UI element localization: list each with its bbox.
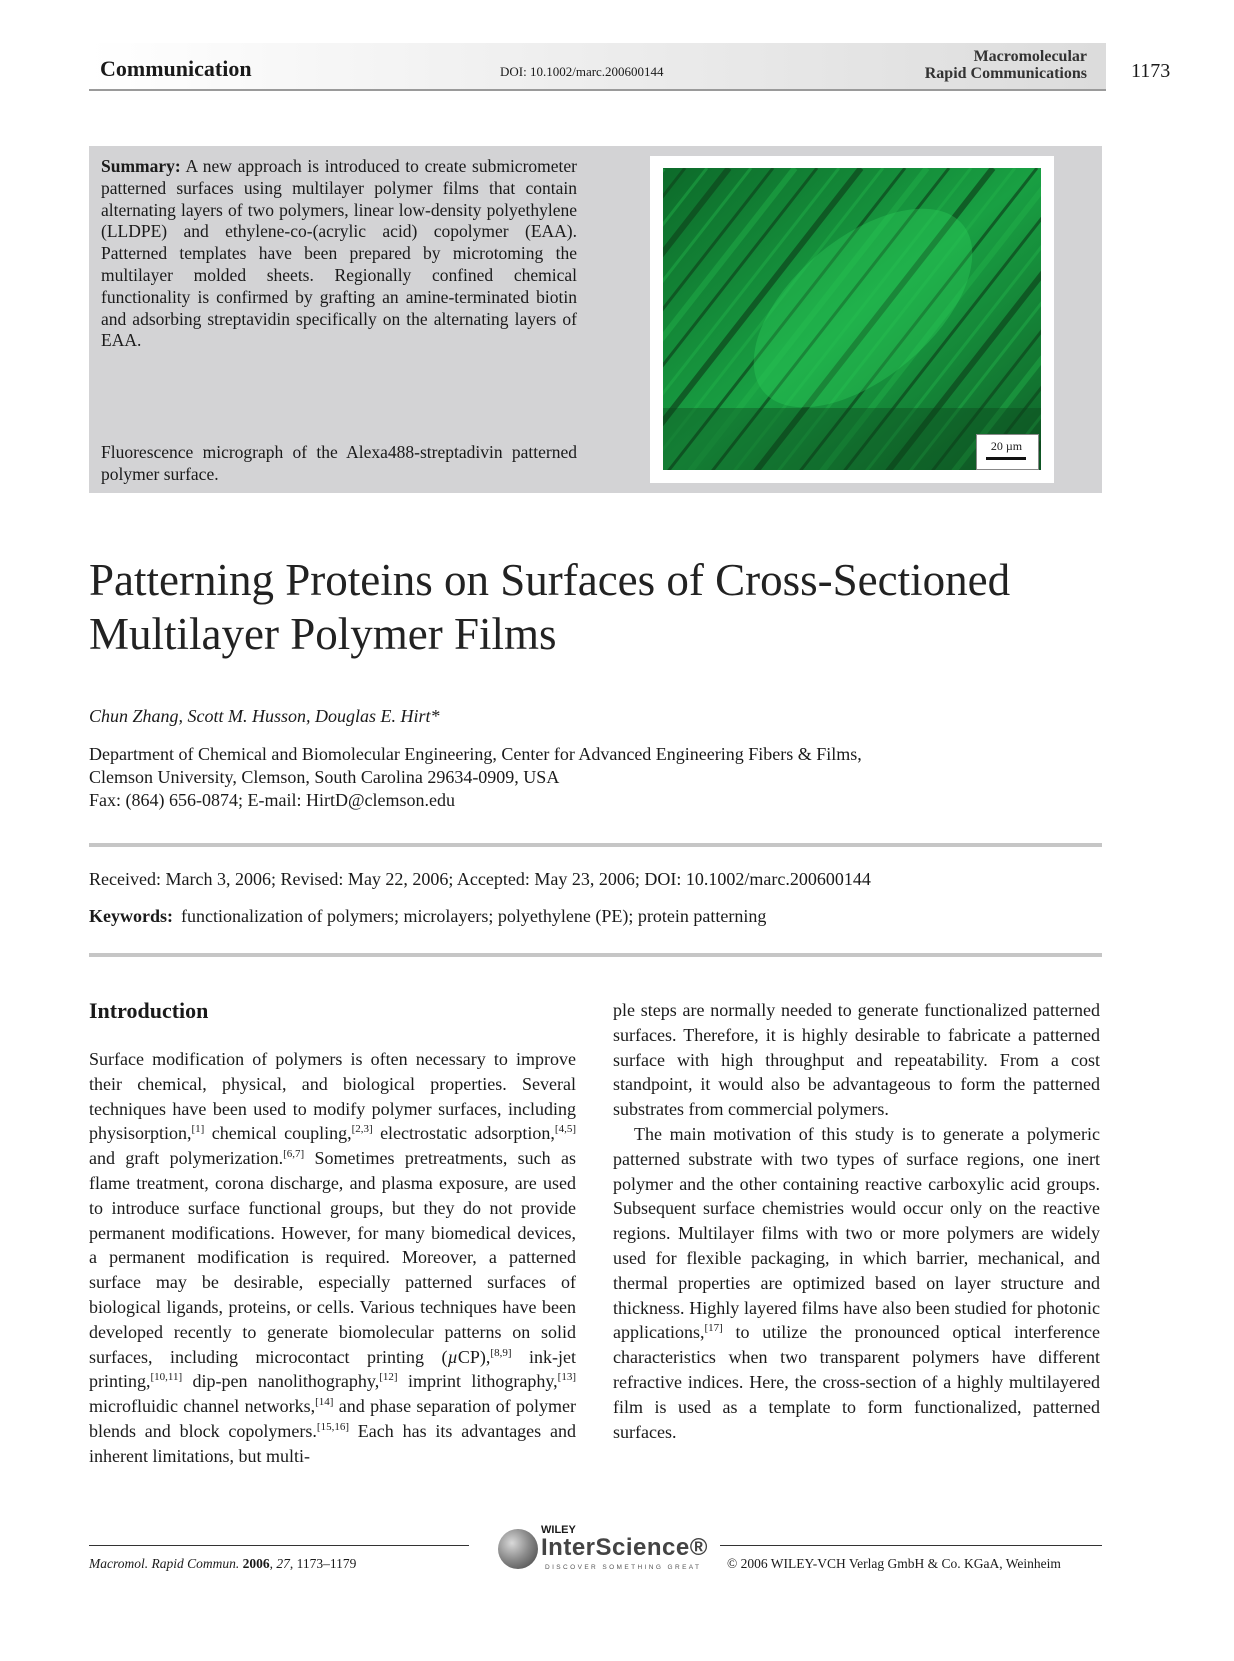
citation: [1]: [191, 1123, 205, 1136]
copyright: © 2006 WILEY-VCH Verlag GmbH & Co. KGaA, Weinheim: [727, 1556, 1061, 1571]
text-run: to utilize the pronounced optical interference characteristics when two transparent polymers have different refractive indices. Here, the cross-section of a highly multilayered film is used as a template to form functionalized, patterned surfaces.: [613, 1322, 1100, 1442]
affiliation-line-2: Clemson University, Clemson, South Carolina 29634-0909, USA: [89, 767, 560, 787]
page-range: 1173–1179: [296, 1556, 357, 1571]
citation: [4,5]: [554, 1123, 576, 1136]
text-run: chemical coupling,: [204, 1123, 352, 1144]
body-column-right: [613, 998, 1100, 1444]
citation: [17]: [704, 1322, 723, 1335]
text-run: Each has its advantages and inherent limitations, but multi-: [89, 1420, 576, 1466]
section-label: Communication: [100, 56, 252, 81]
intro-paragraph-1: [89, 1047, 576, 1469]
summary-text: A new approach is introduced to create submicrometer patterned surfaces using multilayer polymer films that contain alternating layers of two polymers, linear low-density polyethylene (LLDPE) and ethylene-co-(acrylic acid) copolymer (EAA). Patterned templates have been prepared by microtoming the multilayer molded sheets. Regionally confined chemical functionality is confirmed by grafting an amine-terminated biotin and adsorbing streptavidin specifically on the alternating layers of EAA.: [101, 156, 577, 351]
logo-interscience-text: InterScience®: [541, 1534, 708, 1561]
journal-name-line2: Rapid Communications: [924, 65, 1087, 82]
journal-name-line1: Macromolecular: [973, 48, 1087, 65]
contact-line: Fax: (864) 656-0874; E-mail: HirtD@clemson.edu: [89, 790, 456, 810]
logo-wiley-text: WILEY: [541, 1524, 576, 1536]
text-run: microfluidic channel networks,: [89, 1396, 316, 1417]
fluorescence-micrograph: [663, 168, 1041, 470]
text-run: Sometimes pretreatments, such as flame treatment, corona discharge, and plasma exposure, are used to introduce surface functional groups, but they do not provide permanent modifications. However, for many biomedical devices, a permanent modification is required. Moreover, a patterned surface may be desirable, especially patterned surfaces of biological ligands, proteins, or cells. Various techniques have been developed recently to generate biomolecular patterns on solid surfaces, including microcontact printing (: [89, 1148, 576, 1367]
intro-paragraph-2: [613, 1122, 1100, 1444]
text-run: and graft polymerization.: [89, 1148, 284, 1169]
body-column-left: [89, 1047, 576, 1469]
keywords-list: functionalization of polymers; microlayers; polyethylene (PE); protein patterning: [181, 906, 767, 926]
header-doi: DOI: 10.1002/marc.200600144: [500, 64, 664, 79]
volume: 27: [276, 1556, 290, 1571]
text-run: electrostatic adsorption,: [372, 1123, 555, 1144]
affiliation-line-1: Department of Chemical and Biomolecular Engineering, Center for Advanced Engineering Fibers & Films,: [89, 744, 862, 764]
text-run: ink-jet printing,: [89, 1346, 576, 1392]
title-line-2: Multilayer Polymer Films: [89, 609, 557, 659]
section-heading-introduction: Introduction: [89, 998, 209, 1023]
citation: [8,9]: [490, 1346, 512, 1359]
title-line-1: Patterning Proteins on Surfaces of Cross-Sectioned: [89, 555, 1011, 605]
keywords-line: [89, 906, 766, 927]
keywords-label: Keywords:: [89, 906, 173, 926]
citation-footer: Macromol. Rapid Commun. 2006, 27, 1173–1179: [89, 1556, 357, 1571]
footer-rule-left: [89, 1545, 469, 1546]
mu-symbol: µ: [447, 1346, 458, 1367]
text-run: imprint lithography,: [397, 1371, 558, 1392]
text-run: Surface modification of polymers is often necessary to improve their chemical, physical, and biological properties. Several techniques have been used to modify polymer surfaces, including physisorption,: [89, 1049, 576, 1144]
summary-paragraph: [101, 156, 577, 352]
journal-abbrev: Macromol. Rapid Commun.: [89, 1556, 240, 1571]
text-run: dip-pen nanolithography,: [182, 1371, 380, 1392]
authors: Chun Zhang, Scott M. Husson, Douglas E. Hirt*: [89, 706, 440, 726]
year: 2006: [242, 1556, 270, 1571]
divider-top: [89, 843, 1102, 847]
received-dates: Received: March 3, 2006; Revised: May 22, 2006; Accepted: May 23, 2006; DOI: 10.1002/marc.200600144: [89, 869, 871, 889]
journal-name: [925, 48, 1087, 82]
footer-rule-right: [720, 1545, 1102, 1546]
citation: [13]: [557, 1371, 576, 1384]
scale-bar-label: 20 µm: [990, 439, 1023, 453]
intro-paragraph-1-cont: ple steps are normally needed to generate functionalized patterned surfaces. Therefore, it is highly desirable to fabricate a patterned surface with high throughput and repeatability. From a cost standpoint, it would also be advantageous to form the patterned substrates from commercial polymers.: [613, 1000, 1100, 1120]
citation: [15,16]: [316, 1420, 349, 1433]
summary-label: Summary:: [101, 156, 181, 176]
citation: [2,3]: [351, 1123, 373, 1136]
figure-caption: Fluorescence micrograph of the Alexa488-streptadivin patterned polymer surface.: [101, 442, 577, 484]
text-run: The main motivation of this study is to generate a polymeric patterned substrate with two types of surface regions, one inert polymer and the other containing reactive carboxylic acid groups. Subsequent surface chemistries would occur only on the reactive regions. Multilayer films with two or more polymers are widely used for flexible packaging, in which barrier, mechanical, and thermal properties are optimized based on layer structure and thickness. Highly layered films have also been studied for photonic applications,: [613, 1123, 1100, 1343]
interscience-logo-icon: [498, 1529, 538, 1569]
divider-bottom: [89, 953, 1102, 957]
page-number: 1173: [1131, 60, 1171, 82]
citation: [14]: [315, 1396, 334, 1409]
text-run: and phase separation of polymer blends and block copolymers.: [89, 1396, 576, 1441]
citation: [10,11]: [150, 1371, 183, 1384]
citation: [12]: [379, 1371, 398, 1384]
text-run: CP),: [457, 1346, 491, 1367]
scale-bar: [986, 457, 1026, 460]
logo-tagline: DISCOVER SOMETHING GREAT: [545, 1564, 702, 1571]
citation: [6,7]: [283, 1148, 305, 1161]
article-title: [89, 553, 1129, 661]
